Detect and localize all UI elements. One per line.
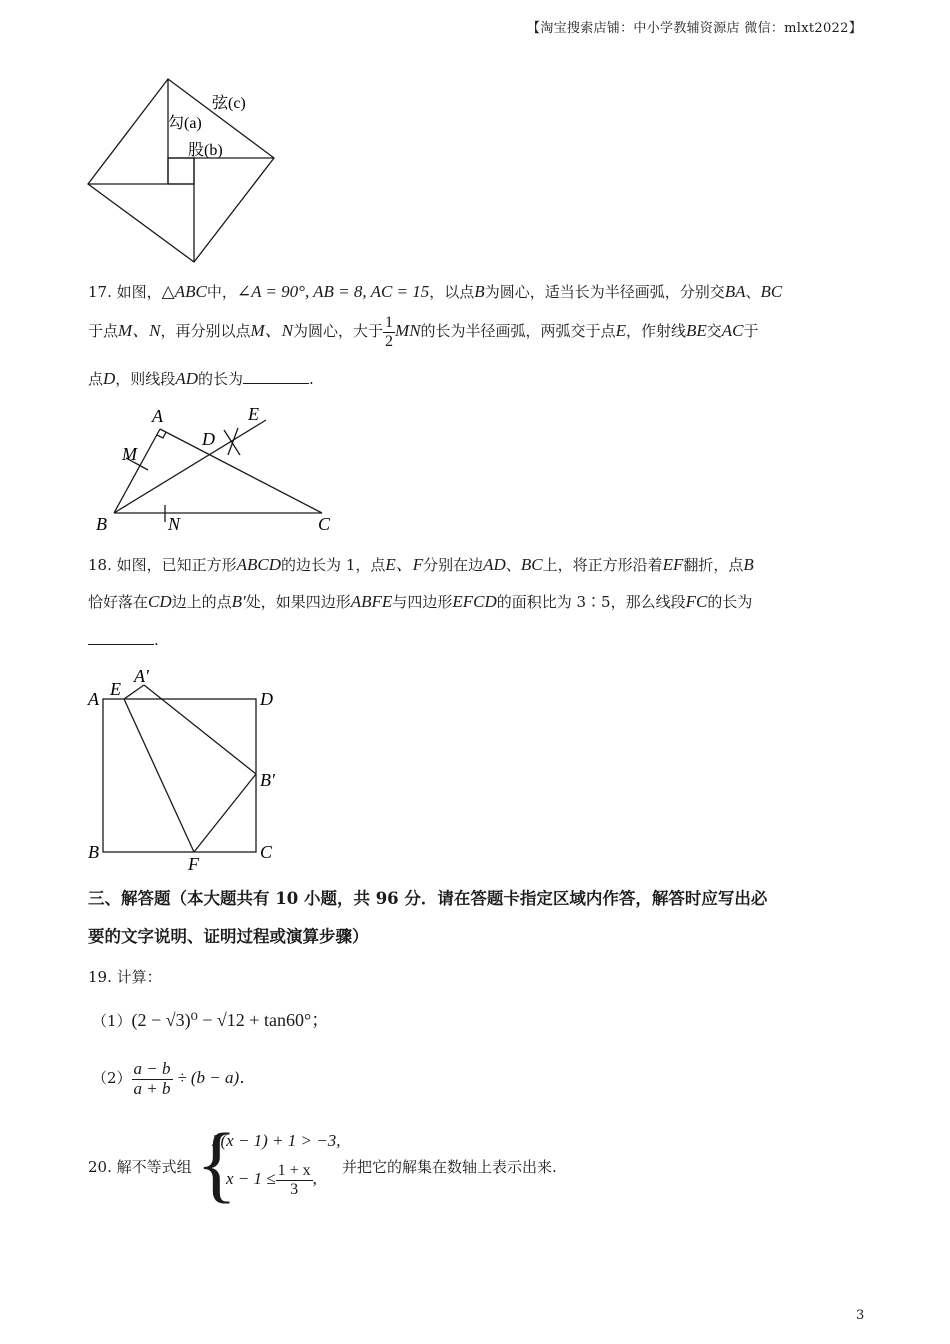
q20-intro: 20. 解不等式组 <box>88 1158 192 1176</box>
label-xian: 弦(c) <box>212 95 246 112</box>
q19-part1: （1）(2 − √3)⁰ − √12 + tan60°； <box>92 1010 330 1030</box>
pt-F: F <box>188 854 199 874</box>
q18-line2: 恰好落在CD边上的点B′处，如果四边形ABFE与四边形EFCD的面积比为 3∶5，那么线段FC的长为 <box>88 592 753 611</box>
q17-figure <box>88 400 348 540</box>
q19-title: 19. 计算： <box>88 968 162 986</box>
pt-Aprime: A′ <box>134 666 149 686</box>
q18-line3: . <box>88 630 159 650</box>
q18-line1: 18. 如图，已知正方形ABCD的边长为 1，点E、F分别在边AD、BC上，将正方形沿着EF翻折，点B <box>88 555 754 574</box>
pt-B: B <box>96 514 107 534</box>
pt-A: A <box>152 406 163 426</box>
q17-line2: 于点M、N，再分别以点M、N为圆心，大于 $\frac{1}{2}$ MN的长为半径画弧，两弧交于点E，作射线BE交AC于 <box>88 314 759 350</box>
pt-Bprime: B′ <box>260 770 275 790</box>
pt-C: C <box>260 842 273 862</box>
q19-part2: （2） $\frac{a - b}{a + b}$ ÷ (b − a)． <box>92 1059 257 1098</box>
pt-M: M <box>122 444 137 464</box>
label-gou: 勾(a) <box>168 115 202 132</box>
gougu-figure <box>80 72 290 272</box>
q17-answer-blank <box>243 369 309 384</box>
pt-N: N <box>168 514 181 534</box>
q20-instruction: 并把它的解集在数轴上表示出来. <box>342 1158 557 1176</box>
q18-answer-blank <box>88 630 154 645</box>
pt-B: B <box>88 842 99 862</box>
system-brace: { <box>196 1115 238 1211</box>
section3-line2: 要的文字说明、证明过程或演算步骤） <box>88 927 369 946</box>
pt-C: C <box>318 514 331 534</box>
pt-E: E <box>110 679 121 699</box>
pt-E: E <box>248 404 259 424</box>
q20-ineq1: 2(x − 1) + 1 > −3, <box>212 1131 341 1150</box>
outer-square <box>88 79 274 262</box>
pt-D: D <box>202 429 215 449</box>
section3-line1: 三、解答题（本大题共有 10 小题，共 96 分．请在答题卡指定区域内作答，解答时应写出必 <box>88 889 768 908</box>
pt-A: A <box>88 689 99 709</box>
pt-D: D <box>260 689 273 709</box>
q17-line1: 17. 如图，△ABC中，∠A = 90°, AB = 8, AC = 15，以点B为圆心，适当长为半径画弧，分别交BA、BC <box>88 282 783 301</box>
q20-ineq2: x − 1 ≤ $\frac{1 + x}{3}$ , <box>226 1162 317 1198</box>
header-watermark: 【淘宝搜索店铺：中小学教辅资源店 微信：mlxt2022】 <box>527 21 862 36</box>
q17-line3: 点D，则线段AD的长为 . <box>88 369 314 388</box>
page-number: 3 <box>856 1308 865 1323</box>
q18-figure <box>80 660 300 880</box>
label-gu: 股(b) <box>188 142 223 159</box>
